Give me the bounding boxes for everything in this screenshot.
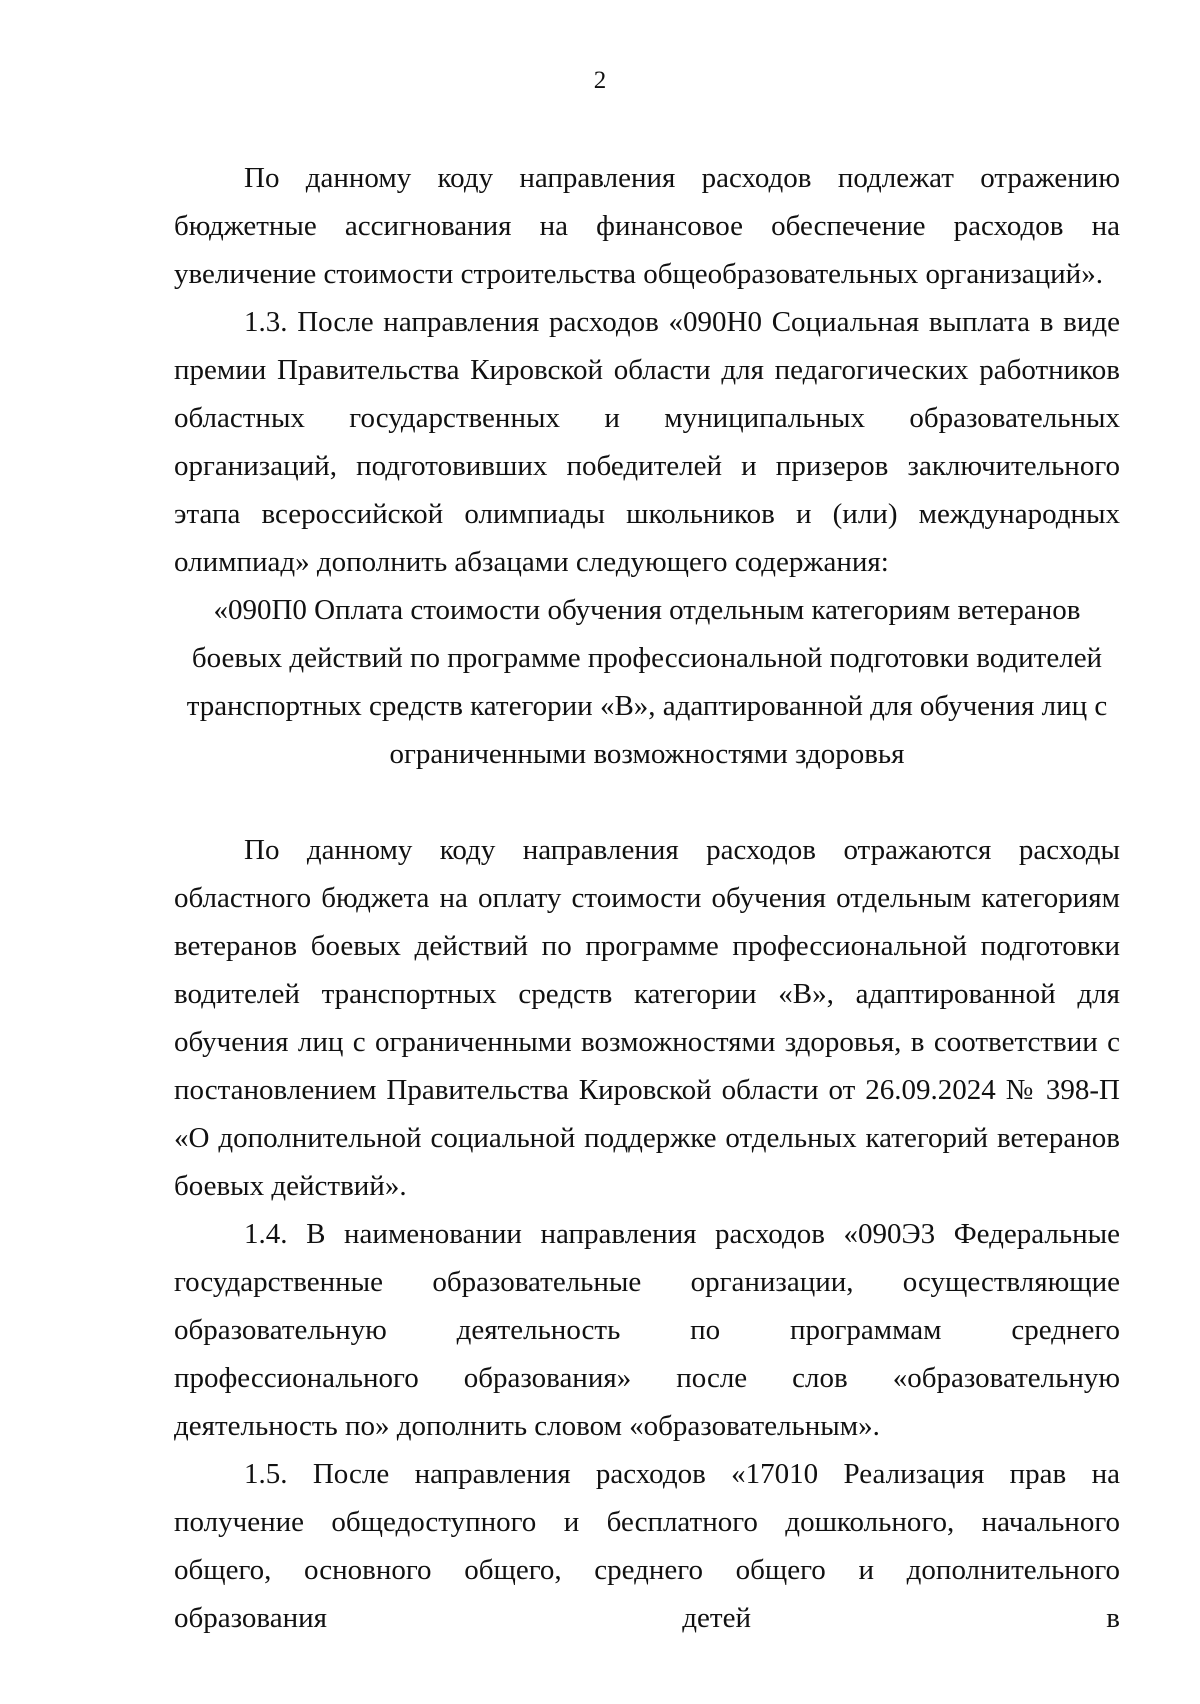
page-number: 2 [593, 67, 607, 94]
spacer [174, 778, 1120, 826]
expense-code-heading: «090П0 Оплата стоимости обучения отдельным категориям ветеранов боевых действий по программе профессиональной подготовки водителей транспортных средств категории «В», адаптированной для обучения лиц с ограниченными возможностями здоровья [186, 594, 1108, 770]
paragraph-1-4: 1.4. В наименовании направления расходов «090Э3 Федеральные государственные образовательные организации, осуществляющие образовательную деятельность по программам среднего профессионального образования» после слов «образовательную деятельность по» дополнить словом «образовательным». [174, 1218, 1120, 1442]
paragraph-1-3: 1.3. После направления расходов «090Н0 Социальная выплата в виде премии Правительства Кировской области для педагогических работников областных государственных и муниципальных образовательных организаций, подготовивших победителей и призеров заключительного этапа всероссийской олимпиады школьников и (или) международных олимпиад» дополнить абзацами следующего содержания: [174, 306, 1120, 578]
paragraph-budget-allocations: По данному коду направления расходов подлежат отражению бюджетные ассигнования на финансовое обеспечение расходов на увеличение стоимости строительства общеобразовательных организаций». [174, 162, 1120, 290]
paragraph-expense-description: По данному коду направления расходов отражаются расходы областного бюджета на оплату стоимости обучения отдельным категориям ветеранов боевых действий по программе профессиональной подготовки водителей транспортных средств категории «В», адаптированной для обучения лиц с ограниченными возможностями здоровья, в соответствии с постановлением Правительства Кировской области от 26.09.2024 № 398-П «О дополнительной социальной поддержке отдельных категорий ветеранов боевых действий». [174, 834, 1120, 1202]
paragraph-1-5: 1.5. После направления расходов «17010 Реализация прав на получение общедоступного и бесплатного дошкольного, начального общего, основного общего, среднего общего и дополнительного образования детей в [174, 1458, 1120, 1634]
document-body [174, 154, 1120, 1642]
